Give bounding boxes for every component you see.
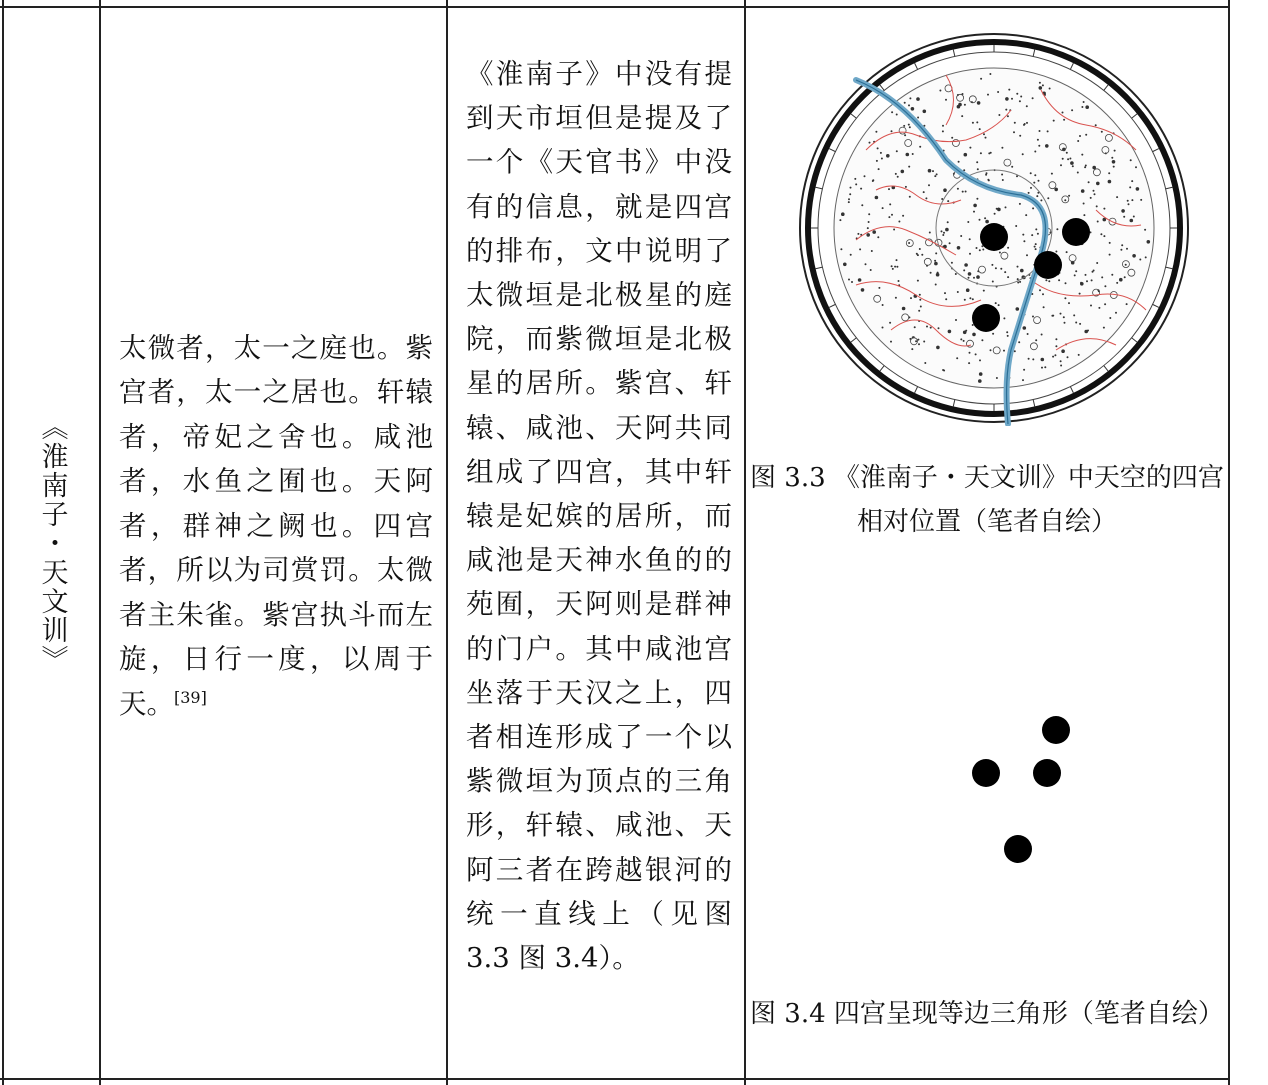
triangle-dot-left — [972, 759, 1000, 787]
original-text — [101, 326, 447, 727]
triangle-dot-right — [1033, 759, 1061, 787]
source-title-cell — [4, 8, 100, 1078]
citation-marker: [39] — [174, 687, 207, 707]
figure-3-4-caption: 图 3.4 四宫呈现等边三角形（笔者自绘） — [750, 999, 1224, 1029]
analysis-text: 《淮南子》中没有提到天市垣但是提及了一个《天官书》中没有的信息，就是四宫的排布，文中说明了太微垣是北极星的庭院，而紫微垣是北极星的居所。紫宫、轩辕、咸池、天阿共同组成了四宫，其中轩辕是妃嫔的居所，而咸池是天神水鱼的的苑囿，天阿则是群神的门户。其中咸池宫坐落于天汉之上，四者相连形成了一个以紫微垣为顶点的三角形，轩辕、咸池、天阿三者在跨越银河的统一直线上（见图 3.3 图 3.4）。 — [466, 58, 732, 975]
table-bottom-border — [0, 1078, 1230, 1080]
analysis-cell — [448, 8, 744, 1078]
table-border-right — [1228, 0, 1230, 1085]
palace-dot-tiane — [972, 304, 1000, 332]
palace-dot-xuanyuan — [1034, 251, 1062, 279]
original-text-cell — [101, 8, 447, 1078]
triangle-dot-top — [1042, 716, 1070, 744]
triangle-dot-bottom — [1004, 835, 1032, 863]
triangle-figure — [956, 703, 1086, 863]
palace-dot-xianchi — [1062, 218, 1090, 246]
palace-dot-ziwei — [980, 223, 1008, 251]
figure-3-3-caption: 图 3.3 《淮南子・天文训》中天空的四宫相对位置（笔者自绘） — [750, 463, 1224, 537]
figures-cell — [746, 8, 1228, 1078]
source-title: 《淮南子・天文训》 — [36, 412, 68, 674]
star-map-figure — [796, 30, 1192, 426]
original-text-body: 太微者，太一之庭也。紫宫者，太一之居也。轩辕者，帝妃之舍也。咸池者，水鱼之囿也。天阿者，群神之阙也。四宫者，所以为司赏罚。太微者主朱雀。紫宫执斗而左旋，日行一度，以周于天。 — [119, 331, 433, 720]
